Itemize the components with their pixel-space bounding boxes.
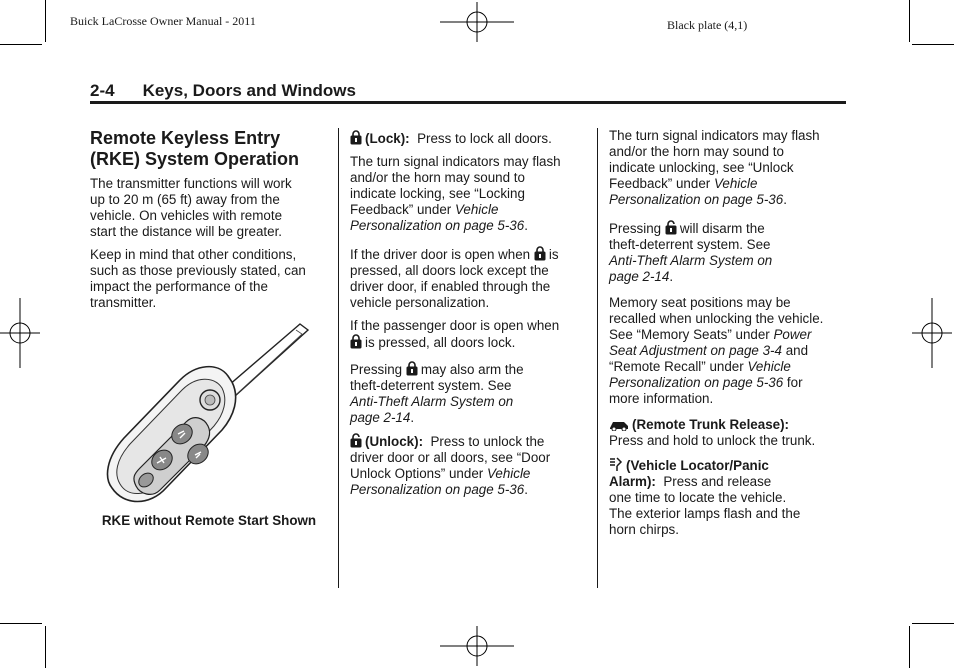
registration-mark-bottom <box>440 626 514 666</box>
vehicle-locator-description: (Vehicle Locator/Panic Alarm): Press and release one time to locate the vehicle. The exterior lamps flash and the horn chirps. <box>609 458 801 537</box>
section-heading <box>90 81 356 101</box>
crop-mark <box>45 0 46 42</box>
paragraph: Memory seat positions may be recalled when unlocking the vehicle. See “Memory Seats” under Power Seat Adjustment on page 3-4 and “Remote Recall” under Vehicle Personalization on page 5-36 for more information. <box>609 295 824 406</box>
lock-button-description: (Lock): Press to lock all doors. <box>350 130 590 147</box>
unlock-button-description: (Unlock): Press to unlock the driver door or all doors, see “Door Unlock Options” under Vehicle Personalization on page 5-36. <box>350 434 551 497</box>
vehicle-locator-icon <box>609 457 623 472</box>
article-title: Remote Keyless Entry (RKE) System Operation <box>90 128 300 169</box>
lock-icon <box>350 334 362 349</box>
paragraph: Keep in mind that other conditions, such as those previously stated, can impact the performance of the transmitter. <box>90 247 306 310</box>
paragraph: If the passenger door is open when is pressed, all doors lock. <box>350 318 560 350</box>
registration-mark-top <box>440 2 514 42</box>
crop-mark <box>909 626 910 668</box>
paragraph: The turn signal indicators may flash and/or the horn may sound to indicate locking, see “Locking Feedback” under Vehicle Personalization on page 5-36. <box>350 154 561 233</box>
lock-icon <box>534 246 546 261</box>
crop-mark <box>912 44 954 45</box>
paragraph: If the driver door is open when is pressed, all doors lock except the driver door, if enabled through the vehicle personalization. <box>350 247 559 310</box>
crop-mark <box>909 0 910 42</box>
figure-caption: RKE without Remote Start Shown <box>101 513 317 528</box>
paragraph: The transmitter functions will work up to 20 m (65 ft) away from the vehicle. On vehicles with remote start the distance will be greater. <box>90 176 292 239</box>
column-2 <box>350 130 590 505</box>
section-number: 2-4 <box>90 81 115 100</box>
rke-transmitter-illustration <box>100 318 320 508</box>
unlock-icon <box>665 220 677 235</box>
unlock-icon <box>350 433 362 448</box>
crop-mark <box>45 626 46 668</box>
registration-mark-right <box>912 298 952 368</box>
registration-mark-left <box>0 298 40 368</box>
column-3 <box>609 128 849 545</box>
crop-mark <box>0 623 42 624</box>
trunk-icon <box>609 419 629 431</box>
plate-label: Black plate (4,1) <box>667 18 748 32</box>
column-divider <box>597 128 598 588</box>
column-1 <box>90 128 332 318</box>
trunk-release-description: (Remote Trunk Release): Press and hold to unlock the trunk. <box>609 417 816 448</box>
section-title: Keys, Doors and Windows <box>142 81 356 100</box>
column-divider <box>338 128 339 588</box>
lock-icon <box>406 361 418 376</box>
manual-title: Buick LaCrosse Owner Manual - 2011 <box>70 14 256 28</box>
paragraph: Pressing may also arm the theft-deterrent system. See Anti-Theft Alarm System on page 2-14. <box>350 362 524 425</box>
paragraph: Pressing will disarm the theft-deterrent system. See Anti-Theft Alarm System on page 2-14. <box>609 221 773 284</box>
crop-mark <box>912 623 954 624</box>
section-rule <box>90 101 846 104</box>
crop-mark <box>0 44 42 45</box>
lock-icon <box>350 130 362 145</box>
paragraph: The turn signal indicators may flash and/or the horn may sound to indicate unlocking, see “Unlock Feedback” under Vehicle Personalization on page 5-36. <box>609 128 820 207</box>
